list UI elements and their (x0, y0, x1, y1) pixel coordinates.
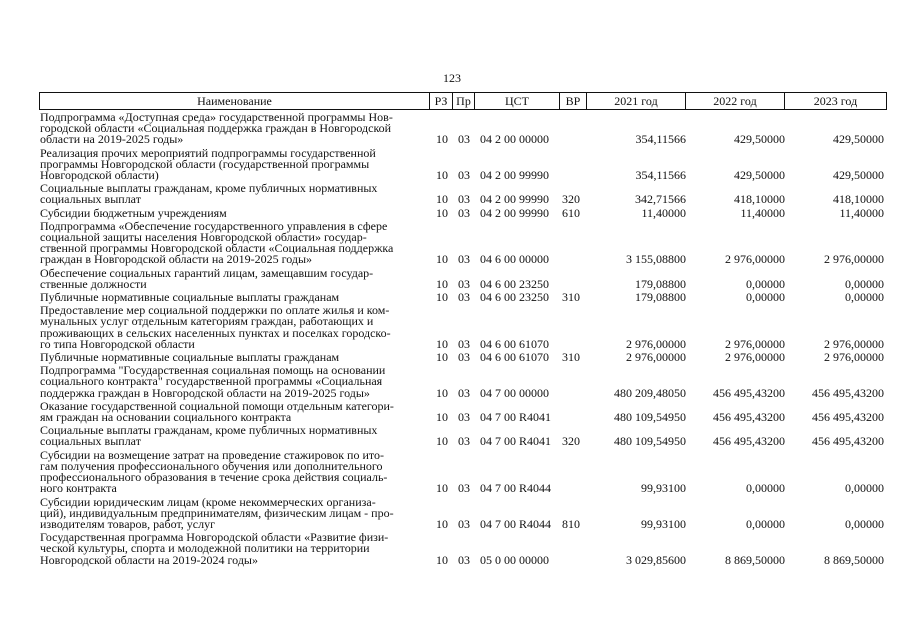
row-y2023: 456 495,43200 (812, 434, 884, 449)
table-row (40, 218, 886, 267)
row-vr: 320 (562, 192, 580, 207)
row-y2021: 480 109,54950 (614, 434, 686, 449)
row-rz: 10 (436, 336, 448, 351)
row-pr: 03 (458, 516, 470, 531)
row-y2021: 3 155,08800 (626, 252, 686, 267)
row-y2022: 0,00000 (746, 481, 785, 496)
row-cst: 04 6 00 23250 (480, 276, 549, 291)
row-pr: 03 (458, 552, 470, 567)
table-row (40, 447, 886, 496)
row-rz: 10 (436, 290, 448, 305)
row-pr: 03 (458, 168, 470, 183)
page-number: 123 (443, 71, 461, 85)
row-rz: 10 (436, 205, 448, 220)
row-y2022: 11,40000 (740, 205, 785, 220)
column-header-2023: 2023 год (813, 94, 858, 108)
row-y2021: 179,08800 (635, 276, 686, 291)
row-y2023: 2 976,00000 (824, 350, 884, 365)
row-y2022: 8 869,50000 (725, 552, 785, 567)
row-name: Обеспечение социальных гарантий лицам, замещавшим государ- ственные должности (40, 265, 374, 291)
row-cst: 04 7 00 R4041 (480, 410, 552, 425)
row-cst: 04 7 00 00000 (480, 385, 549, 400)
row-rz: 10 (436, 552, 448, 567)
row-pr: 03 (458, 350, 470, 365)
row-pr: 03 (458, 205, 470, 220)
row-y2021: 11,40000 (641, 205, 686, 220)
row-cst: 04 2 00 99990 (480, 192, 549, 207)
row-y2021: 354,11566 (635, 168, 686, 183)
row-name: Публичные нормативные социальные выплаты гражданам (40, 350, 340, 365)
row-y2023: 429,50000 (833, 132, 884, 147)
row-pr: 03 (458, 276, 470, 291)
row-pr: 03 (458, 252, 470, 267)
row-cst: 05 0 00 00000 (480, 552, 549, 567)
row-cst: 04 7 00 R4044 (480, 481, 552, 496)
row-cst: 04 2 00 99990 (480, 205, 549, 220)
row-vr: 810 (562, 516, 580, 531)
row-y2022: 456 495,43200 (713, 410, 785, 425)
row-rz: 10 (436, 516, 448, 531)
row-name: Социальные выплаты гражданам, кроме публичных нормативных социальных выплат (40, 181, 378, 207)
table-header (39, 92, 887, 110)
row-y2023: 456 495,43200 (812, 385, 884, 400)
row-y2021: 480 109,54950 (614, 410, 686, 425)
row-y2023: 418,10000 (833, 192, 884, 207)
row-name: Подпрограмма «Обеспечение государственного управления в сфере социальной защиты населения Новгородской области» государ- ственной программы Новгородской области «Социальная поддержка граждан в Новгородской области на 2019-2025 годы» (40, 218, 394, 267)
row-pr: 03 (458, 192, 470, 207)
row-y2023: 0,00000 (845, 290, 884, 305)
row-y2023: 2 976,00000 (824, 336, 884, 351)
row-rz: 10 (436, 481, 448, 496)
row-vr: 310 (562, 350, 580, 365)
row-y2022: 429,50000 (734, 132, 785, 147)
row-pr: 03 (458, 410, 470, 425)
table-row (40, 305, 886, 350)
row-y2023: 456 495,43200 (812, 410, 884, 425)
row-y2022: 429,50000 (734, 168, 785, 183)
row-y2021: 354,11566 (635, 132, 686, 147)
row-rz: 10 (436, 192, 448, 207)
row-y2022: 0,00000 (746, 290, 785, 305)
row-rz: 10 (436, 385, 448, 400)
row-rz: 10 (436, 252, 448, 267)
row-cst: 04 6 00 23250 (480, 290, 549, 305)
row-y2022: 0,00000 (746, 516, 785, 531)
row-name: Подпрограмма «Доступная среда» государственной программы Нов- городской области «Социальная поддержка граждан в Новгородской области на 2019-2025 годы» (40, 110, 393, 147)
column-header-name: Наименование (40, 93, 430, 109)
row-rz: 10 (436, 434, 448, 449)
row-name: Подпрограмма "Государственная социальная помощь на основании социального контракта" государственной программы «Социальная поддержка граждан в Новгородской области на 2019-2025 годы» (40, 363, 386, 400)
row-rz: 10 (436, 350, 448, 365)
row-name: Субсидии бюджетным учреждениям (40, 205, 227, 220)
row-name: Публичные нормативные социальные выплаты гражданам (40, 290, 340, 305)
row-y2022: 418,10000 (734, 192, 785, 207)
row-y2021: 99,93100 (641, 481, 686, 496)
row-y2023: 2 976,00000 (824, 252, 884, 267)
row-y2021: 480 209,48050 (614, 385, 686, 400)
table-row (40, 292, 886, 303)
row-y2022: 456 495,43200 (713, 385, 785, 400)
row-name: Субсидии юридическим лицам (кроме некоммерческих организа- ций), индивидуальным предпринимателям, физическим лицам - про- изводителям товаров, работ, услуг (40, 494, 394, 531)
table-row (40, 532, 886, 566)
row-rz: 10 (436, 168, 448, 183)
table-row (40, 398, 886, 425)
row-cst: 04 2 00 99990 (480, 168, 549, 183)
table-row (40, 265, 886, 291)
table-row (40, 145, 886, 183)
row-y2022: 2 976,00000 (725, 336, 785, 351)
table-row (40, 183, 886, 205)
row-cst: 04 6 00 00000 (480, 252, 549, 267)
row-pr: 03 (458, 132, 470, 147)
table-row (40, 425, 886, 447)
row-vr: 310 (562, 290, 580, 305)
row-cst: 04 2 00 00000 (480, 132, 549, 147)
row-name: Социальные выплаты гражданам, кроме публичных нормативных социальных выплат (40, 423, 378, 449)
column-header-rz: РЗ (430, 93, 453, 109)
row-vr: 320 (562, 434, 580, 449)
row-pr: 03 (458, 336, 470, 351)
row-y2023: 0,00000 (845, 276, 884, 291)
row-y2023: 8 869,50000 (824, 552, 884, 567)
column-header-2021: 2021 год (587, 93, 686, 109)
column-header-cst: ЦСТ (475, 93, 560, 109)
row-y2022: 2 976,00000 (725, 252, 785, 267)
row-y2021: 3 029,85600 (626, 552, 686, 567)
row-rz: 10 (436, 410, 448, 425)
row-pr: 03 (458, 481, 470, 496)
row-y2021: 2 976,00000 (626, 336, 686, 351)
column-header-vr: ВР (560, 93, 587, 109)
row-pr: 03 (458, 434, 470, 449)
row-y2023: 0,00000 (845, 516, 884, 531)
row-rz: 10 (436, 276, 448, 291)
row-y2022: 456 495,43200 (713, 434, 785, 449)
row-y2022: 0,00000 (746, 276, 785, 291)
row-y2023: 429,50000 (833, 168, 884, 183)
row-cst: 04 7 00 R4041 (480, 434, 552, 449)
table-row (40, 494, 886, 531)
column-header-2022: 2022 год (686, 93, 785, 109)
row-y2021: 99,93100 (641, 516, 686, 531)
row-name: Оказание государственной социальной помощи отдельным категори- ям граждан на основании социального контракта (40, 398, 394, 425)
row-name: Государственная программа Новгородской области «Развитие физи- ческой культуры, спорта и молодежной политики на территории Новгородской области на 2019-2024 годы» (40, 530, 389, 567)
row-y2021: 342,71566 (635, 192, 686, 207)
row-y2023: 0,00000 (845, 481, 884, 496)
row-name: Предоставление мер социальной поддержки по оплате жилья и ком- мунальных услуг отдельным категориям граждан, работающих и проживающих в сельских населенных пунктах и поселках городско- го типа Новгородской области (40, 303, 391, 351)
row-y2021: 2 976,00000 (626, 350, 686, 365)
row-y2021: 179,08800 (635, 290, 686, 305)
table-row (40, 112, 886, 146)
row-pr: 03 (458, 385, 470, 400)
table-body (40, 112, 886, 568)
row-name: Реализация прочих мероприятий подпрограммы государственной программы Новгородской области (государственной программы Новгородской области) (40, 145, 376, 183)
column-header-pr: Пр (453, 93, 475, 109)
row-cst: 04 6 00 61070 (480, 336, 549, 351)
table-row (40, 365, 886, 399)
row-y2022: 2 976,00000 (725, 350, 785, 365)
row-name: Субсидии на возмещение затрат на проведение стажировок по ито- гам получения профессионального обучения или дополнительного профессионального образования в течение срока действия социаль- ного контракта (40, 447, 388, 496)
row-y2023: 11,40000 (839, 205, 884, 220)
row-cst: 04 7 00 R4044 (480, 516, 552, 531)
row-pr: 03 (458, 290, 470, 305)
row-vr: 610 (562, 205, 580, 220)
table-row (40, 205, 886, 220)
row-rz: 10 (436, 132, 448, 147)
table-row (40, 352, 886, 363)
row-cst: 04 6 00 61070 (480, 350, 549, 365)
